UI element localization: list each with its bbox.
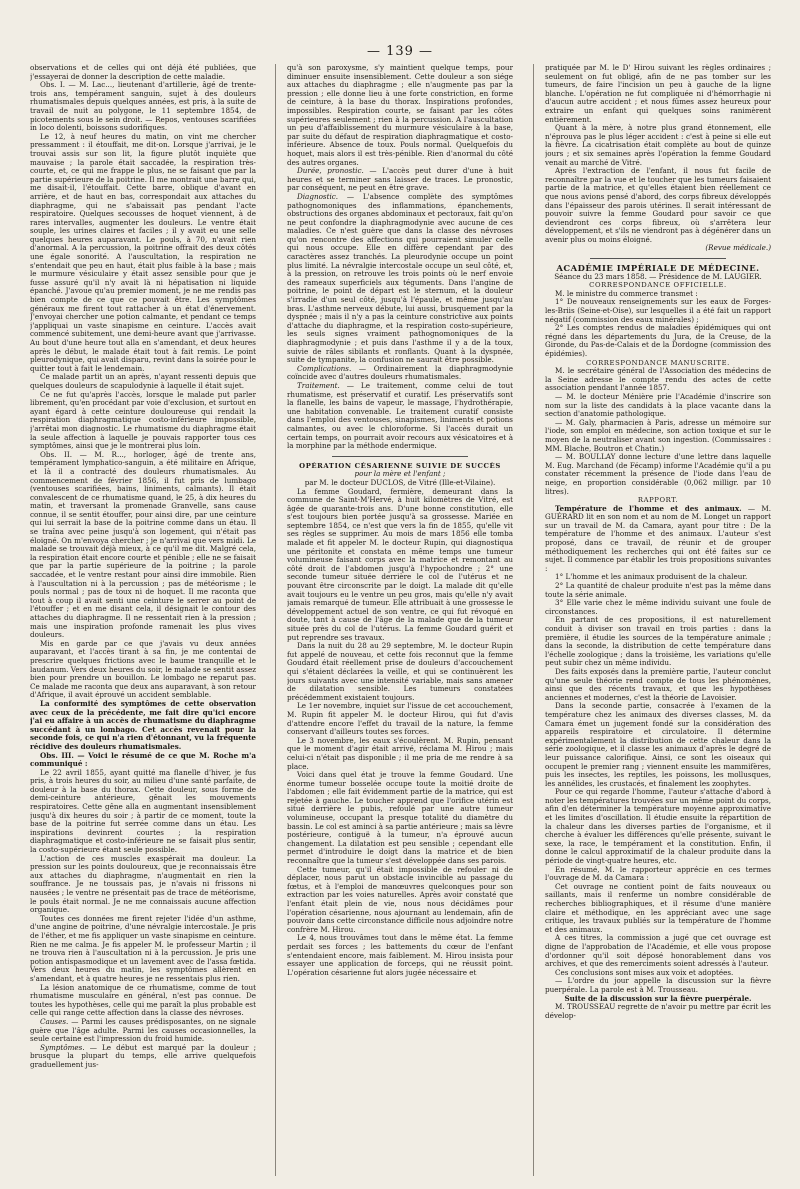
paragraph-heading: Complications. [297, 363, 352, 373]
paragraph: pratiquée par M. le D' Hirou suivant les règles ordinaires ; seulement on fut obligé, afin de ne pas tomber sur les tumeurs, de faire l'incision un peu à gauche de la ligne blanche. L'opération ne fut compliquée ni d'hémorrhagie ni d'aucun autre accident ; et nous fûmes assez heureux pour extraire un enfant qui quelques soins ranimèrent entièrement. [545, 64, 771, 124]
paragraph: Le 1er novembre, inquiet sur l'issue de cet accouchement, M. Rupin fit appeler M. le docteur Hirou, qui fut d'avis d'attendre encore l'effet du travail de la nature, la femme conservant d'ailleurs toutes ses forces. [287, 701, 513, 737]
paragraph: Dans la seconde partie, consacrée à l'examen de la température chez les animaux des diverses classes, M. da Camara émet un jugement fondé sur la considération des appareils respiratoire et circulatoire. Il détermine expérimentalement la distribution de cette chaleur dans la série zoologique, et il classe les animaux d'après le degré de leur puissance calorifique. Ainsi, ce sont les oiseaux qui occupent le premier rang ; viennent ensuite les mammifères, puis les insectes, les reptiles, les poissons, les mollusques, les annélides, les crustacés, et finalement les zoophytes. [545, 701, 771, 788]
paragraph: Mis en garde par ce que j'avais vu deux années auparavant, et l'accès tirant à sa fin, je me contentai de prescrire quelques frictions avec le baume tranquille et le laudanum. Vers deux heures du soir, le malade se sentit assez bien pour prendre un bouillon. Le lombago ne reparut pas. Ce malade me raconta que deux ans auparavant, à son retour d'Afrique, il avait éprouvé un accident semblable. [30, 638, 256, 700]
subsection-title: Suite de la discussion sur la fièvre puerpérale. [564, 993, 752, 1003]
section-title: ACADÉMIE IMPÉRIALE DE MÉDECINE. [556, 263, 760, 274]
paragraph-heading: Causes. [40, 1016, 69, 1026]
page-number: — 139 — [366, 44, 434, 59]
paragraph: Ce malade partit un an après, n'ayant ressenti depuis que quelques douleurs de scapulodynie à laquelle il était sujet. [30, 372, 256, 390]
paragraph [545, 505, 771, 574]
paragraph: — M. le docteur Ménière prie l'Académie d'inscrire son nom sur la liste des candidats à la place vacante dans la section d'anatomie pathologique. [545, 391, 771, 419]
paragraph: Obs. II. — M. R..., horloger, âgé de trente ans, tempérament lymphatico-sanguin, a été militaire en Afrique, et là il a contracté des douleurs rhumatismales. Au commencement de février 1856, il fut pris de lumbago (ventouses scarifiées, bains, liniments, calmants). Il était convalescent de ce rhumatisme quand, le 25, à dix heures du matin, et traversant la promenade Granvelle, sans cause connue, il se sentit étouffer, pour ainsi dire, par une ceinture qui lui serrait la base de la poitrine comme dans un étau. Il se traîna avec peine jusqu'à son logement, qui n'était pas éloigné. On m'envoya chercher ; je n'arrivai que vers midi. Le malade se trouvait déjà mieux, à ce qu'il me dit. Malgré cela, la respiration était encore courte et pénible ; elle ne se faisait que par la partie supérieure de la poitrine ; la parole saccadée, et le ventre restant pour ainsi dire immobile. Rien à l'auscultation ni à la percussion ; pas de météorisme ; le pouls normal ; pas de toux ni de hoquet. Il me raconta que tout à coup il avait senti une ceinture le serrer au point de l'étouffer ; et en me disant cela, il désignait le contour des attaches du diaphragme. Il ne ressentait rien à la pression ; mais une inspiration profonde ramenait les plus vives douleurs. [30, 449, 256, 640]
paragraph: Des faits exposés dans la première partie, l'auteur conclut qu'une seule théorie rend compte de tous les phénomènes, ainsi que des récents travaux, et que les hypothèses anciennes et modernes, c'est la théorie de Lavoisier. [545, 666, 771, 702]
paragraph [30, 1018, 256, 1044]
paragraph: M. le secrétaire général de l'Association des médecins de la Seine adresse le compte rendu des actes de cette association pendant l'année 1857. [545, 366, 771, 393]
subsection-title: CORRESPONDANCE MANUSCRITE. [586, 358, 730, 367]
column-divider [533, 64, 534, 1176]
article-title: OPÉRATION CÉSARIENNE SUIVIE DE SUCCÈS [299, 461, 501, 470]
article-subtitle: pour la mère et l'enfant ; [354, 469, 446, 479]
paragraph: A ces titres, la commission a jugé que cet ouvrage est digne de l'approbation de l'Académie, et elle vous propose d'ordonner qu'il soit déposé honorablement dans vos archives, et que des remerciments soient adressés à l'auteur. [545, 933, 771, 969]
paragraph: qu'à son paroxysme, s'y maintient quelque temps, pour diminuer ensuite insensiblement. Cette douleur a son siége aux attaches du diaphragme ; elle n'augmente pas par la pression ; elle donne lieu à une forte constriction, en forme de ceinture, à la base du thorax. Inspirations profondes, impossibles. Respiration courte, se faisant par les côtes supérieures seulement ; rien à la percussion. A l'auscultation un peu d'affaiblissement du murmure vésiculaire à la base, par suite du défaut de respiration diaphragmatique et costo-inférieure. Absence de toux. Pouls normal. Quelquefois du hoquet, mais alors il est très-pénible. Rien d'anormal du côté des autres organes. [287, 64, 513, 167]
paragraph: Le 4, nous trouvâmes tout dans le même état. La femme perdait ses forces ; les battements du cœur de l'enfant s'entendaient encore, mais faiblement. M. Hirou insista pour essayer une application de forceps, qui ne réussit point. L'opération césarienne fut alors jugée nécessaire et [287, 933, 513, 977]
paragraph: 2° La quantité de chaleur produite n'est pas la même dans toute la série animale. [545, 581, 771, 599]
paragraph: Pour ce qui regarde l'homme, l'auteur s'attache d'abord à noter les températures trouvées sur un même point du corps, afin d'en déterminer la température moyenne approximative et les limites d'oscillation. Il étudie ensuite la répartition de la chaleur dans les diverses parties de l'organisme, et il cherche à évaluer les différences qu'elle présente, suivant le sexe, la race, le tempérament et la constitution. Enfin, il donne le calcul approximatif de la chaleur produite dans la période de vingt-quatre heures, etc. [545, 787, 771, 866]
paragraph [287, 167, 513, 193]
paragraph-text: — Le traitement, comme celui de tout rhumatisme, est préservatif et curatif. Les préservatifs sont la flanelle, les bains de vapeur, le massage, l'hydrothérapie, une habitation convenable. Le traitement curatif consiste dans l'emploi des ventouses, sinapismes, liniments et potions calmantes, ou avec le chloroforme. Si l'accès durait un certain temps, on pourrait avoir recours aux vésicatoires et à la morphine par la méthode endermique. [287, 380, 513, 451]
section-separator [332, 456, 468, 457]
paragraph-text: — Parmi les causes prédisposantes, on ne signale guère que l'âge adulte. Parmi les causes occasionnelles, la seule certaine est l'impression du froid humide. [30, 1016, 256, 1044]
paragraph: 1° L'homme et les animaux produisent de la chaleur. [555, 572, 748, 582]
paragraph-text: — L'absence complète des symptômes pathognomoniques des inflammations, épanchements, obstructions des organes abdominaux et pectoraux, fait qu'on ne peut confondre la diaphragmodynie avec aucune de ces maladies. Ce n'est guère que dans la classe des névroses qu'on rencontre des affections qui pourraient simuler celle qui nous occupe. Elle en diffère cependant par des caractères assez tranchés. La pleurodynie occupe un point plus limité. La névralgie intercostale occupe un seul côté, et, à la pression, on retrouve les trois points où le nerf envoie des rameaux superficiels aux téguments. Dans l'angine de poitrine, le point de départ est le sternum, et la douleur s'irradie d'un seul côté, jusqu'à l'épaule, et même jusqu'au bras. L'asthme nerveux débute, lui aussi, brusquement par la dyspnée ; mais il n'y a pas la ceinture constrictive aux points d'attache du diaphragme, et la respiration costo-supérieure, les seuls signes vraiment pathognomoniques de la diaphragmodynie ; et puis dans l'asthme il y a de la toux, suivie de râles sibilants et ronflants. Quant à la dyspnée, suite de tympanite, la confusion ne saurait être possible. [287, 191, 513, 365]
paragraph: Cet ouvrage ne contient point de faits nouveaux ou saillants, mais il renferme un nombre considérable de recherches bibliographiques, et il résume d'une manière claire et méthodique, en les appréciant avec une sage critique, les travaux publiés sur la température de l'homme et des animaux. [545, 881, 771, 934]
paragraph-heading: Diagnostic. [297, 191, 339, 201]
paragraph-text: — Le début est marqué par la douleur ; brusque la plupart du temps, elle arrive quelquefois graduellement jus- [30, 1042, 256, 1069]
paragraph: La femme Goudard, fermière, demeurant dans la commune de Saint-M'Hervé, à huit kilomètres de Vitré, est âgée de quarante-trois ans. D'une bonne constitution, elle s'est toujours bien portée jusqu'à sa grossesse. Mariée en septembre 1854, ce n'est que vers la fin de 1855, qu'elle vit ses règles se supprimer. Au mois de mars 1856 elle tomba malade et fit appeler M. le docteur Rupin, qui diagnostiqua une péritonite et constata en même temps une tumeur volumineuse faisant corps avec la matrice et remontant au côté droit de l'abdomen jusqu'à l'hypochondre ; 2° une seconde tumeur située derrière le col de l'utérus et ne pouvant être circonscrite par le doigt. La malade dit qu'elle avait toujours eu le ventre un peu gros, mais qu'elle n'y avait jamais remarqué de tumeur. Elle attribuait à une grossesse le développement actuel de son ventre, ce qui fut révoqué en doute, tant à cause de l'âge de la malade que de la tumeur située près du col de l'utérus. La femme Goudard guérit et put reprendre ses travaux. [287, 486, 513, 642]
paragraph: 2° Les comptes rendus de maladies épidémiques qui ont régné dans les départements du Jura, de la Creuse, de la Gironde, du Pas-de-Calais et de la Dordogne (commission des épidémies). [545, 323, 771, 358]
session-line: Séance du 23 mars 1858. — Présidence de M. LAUGIER. [554, 271, 762, 281]
column-divider [275, 64, 276, 1176]
paragraph: Quant à la mère, à notre plus grand étonnement, elle n'éprouva pas le plus léger accident : c'est à peine si elle eut la fièvre. La cicatrisation était complète au bout de quinze jours ; et six semaines après l'opération la femme Goudard venait au marché de Vitré. [545, 123, 771, 167]
paragraph: Cette tumeur, qu'il était impossible de refouler ni de déplacer, nous parut un obstacle invincible au passage du fœtus, et à l'emploi de manœuvres quelconques pour son extraction par les voies naturelles. Après avoir constaté que l'enfant était plein de vie, nous nous décidâmes pour l'opération césarienne, nous ajournant au lendemain, afin de pouvoir dans cette circonstance difficile nous adjoindre notre confrère M. Hirou. [287, 864, 513, 934]
paragraph: Après l'extraction de l'enfant, il nous fut facile de reconnaître par la vue et le toucher que les tumeurs faisaient partie de la matrice, et qu'elles étaient bien réellement ce que nous avions pensé d'abord, des corps fibreux développés dans l'épaisseur des parois utérines. Il serait intéressant de pouvoir suivre la femme Goudard pour savoir ce que deviendront ces corps fibreux, où s'arrêtera leur développement, et s'ils ne viendront pas à dégénérer dans un avenir plus ou moins éloigné. [545, 166, 771, 244]
paragraph: Le 3 novembre, les eaux s'écoulèrent. M. Rupin, pensant que le moment d'agir était arrivé, réclama M. Hirou ; mais celui-ci n'était pas disponible ; il me pria de me rendre à sa place. [287, 735, 513, 771]
paragraph: La conformité des symptômes de cette observation avec ceux de la précédente, me fait dire qu'ici encore j'ai eu affaire à un accès de rhumatisme du diaphragme succédant à un lombago. Cet accès revenait pour la seconde fois, ce qui n'a rien d'étonnant, vu la fréquente récidive des douleurs rhumatismales. [30, 698, 256, 751]
paragraph-text: — M. GUÉRARD lit en son nom et au nom de M. Longet un rapport sur un travail de M. da Camara, ayant pour titre : De la température de l'homme et des animaux. L'auteur s'est proposé, dans ce travail, de réunir et de grouper méthodiquement les recherches qui ont été faites sur ce sujet. Il commence par établir les trois propositions suivantes : [545, 503, 771, 573]
paragraph: Obs. I. — M. Lac..., lieutenant d'artillerie, âgé de trente-trois ans, tempérament sanguin, sujet à des douleurs rhumatismales depuis quelques années, est pris, à la suite de travail de nuit au polygone, le 11 septembre 1854, de picotements sous le sein droit. — Repos, ventouses scarifiées in loco dolenti, boissons sudorifiques. [30, 80, 256, 133]
paragraph: Toutes ces données me firent rejeter l'idée d'un asthme, d'une angine de poitrine, d'une névralgie intercostale. Je pris de l'éther, et me fis appliquer un vaste sinapisme en ceinture. Rien ne me calma. Je fis appeler M. le professeur Martin ; il ne trouva rien à l'auscultation ni à la percussion. Je pris une potion antispasmodique et un lavement avec de l'assa fœtida. Vers deux heures du matin, les symptômes allèrent en s'amendant, et à quatre heures je ne ressentais plus rien. [30, 913, 256, 983]
paragraph: Ce ne fut qu'après l'accès, lorsque le malade put parler librement, qu'en procédant par voie d'exclusion, et surtout en ayant égard à cette ceinture douloureuse qui rendait la respiration diaphragmatique costo-inférieure impossible, j'arrêtai mon diagnostic. Le rhumatisme du diaphragme était la seule affection à laquelle je pouvais rapporter tous ces symptômes, ainsi que je le montrerai plus loin. [30, 389, 256, 451]
paragraph [287, 382, 513, 451]
paragraph: Le 12, à neuf heures du matin, on vint me chercher pressamment : il étouffait, me dit-on. Lorsque j'arrivai, je le trouvai assis sur son lit, la figure plutôt inquiète que mauvaise ; la parole était saccadée, la respiration très-courte, et, ce qui me frappe le plus, ne se faisant que par la partie supérieure de la poitrine. Il me montrait une barre qui, me disait-il, l'étouffait. Cette barre, oblique d'avant en arrière, et de haut en bas, correspondait aux attaches du diaphragme, qui ne s'abaissait pas pendant l'acte respiratoire. Quelques secousses de hoquet viennent, à de rares intervalles, augmenter les douleurs. Le ventre était souple, les urines claires et faciles ; il y avait eu une selle quelques heures auparavant. Le pouls, à 70, n'avait rien d'anormal. A la percussion, la poitrine offrait des deux côtés une égale sonorité. A l'auscultation, la respiration ne s'entendait que peu en haut, était plus faible à la base ; mais le murmure vésiculaire y était assez sensible pour que je fusse assuré qu'il n'y avait là ni hépatisation ni liquide épanché. J'avoue qu'au premier moment, je ne me rendis pas bien compte de ce que ce pouvait être. Les symptômes généraux me firent tout rattacher à un état d'énervement. J'envoyai chercher une potion calmante, et pendant ce temps j'appliquai un vaste sinapisme en ceinture. L'accès avait commencé subitement, une demi-heure avant que j'arrivasse. Au bout d'une heure tout alla en s'amendant, et deux heures après le début, le malade était tout à fait remis. Le point pleurodynique, qui avait disparu, revint dans la soirée pour le quitter tout à fait le lendemain. [30, 131, 256, 373]
paragraph: Voici dans quel état je trouve la femme Goudard. Une énorme tumeur bosselée occupe toute la moitié droite de l'abdomen ; elle fait évidemment partie de la matrice, qui est rejetée à gauche. Le toucher apprend que l'orifice utérin est situé derrière le pubis, refoulé par une autre tumeur volumineuse, occupant la presque totalité du diamètre du bassin. Le col est aminci à sa partie antérieure ; mais sa lèvre postérieure, contiguë à la tumeur, n'a éprouvé aucun changement. La dilatation est peu sensible ; cependant elle permet d'introduire le doigt dans la matrice et de bien reconnaître que la tumeur s'est développée dans ses parois. [287, 770, 513, 866]
column-middle [287, 64, 513, 1176]
paragraph-heading: Température de l'homme et des animaux. [555, 503, 742, 513]
paragraph-text: — L'accès peut durer d'une à huit heures et se terminer sans laisser de traces. Le pronostic, par conséquent, ne peut en être grave. [287, 166, 513, 193]
paragraph: Obs. III. — Voici le résumé de ce que M. Roche m'a communiqué : [30, 750, 256, 769]
subsection-title: RAPPORT. [637, 496, 679, 505]
paragraph-heading: Symptômes. [40, 1042, 85, 1052]
paragraph-text: — Ordinairement la diaphragmodynie coïncide avec d'autres douleurs rhumatismales. [287, 363, 513, 382]
column-left [30, 64, 256, 1176]
section-separator [590, 258, 726, 259]
paragraph: Ces conclusions sont mises aux voix et adoptées. [555, 967, 734, 977]
subsection-title: CORRESPONDANCE OFFICIELLE. [589, 281, 727, 290]
paragraph: observations et de celles qui ont déjà été publiées, que j'essayerai de donner la description de cette maladie. [30, 64, 256, 81]
column-right [545, 64, 771, 1176]
paragraph: Dans la nuit du 28 au 29 septembre, M. le docteur Rupin fut appelé de nouveau, et cette fois reconnut que la femme Goudard était réellement prise de douleurs d'accouchement qui s'étaient déclarées la veille, et qui se continuèrent les jours suivants avec une intensité variable, mais sans amener de dilatation sensible. Les tumeurs constatées précédemment existaient toujours. [287, 641, 513, 702]
paragraph: — L'ordre du jour appelle la discussion sur la fièvre puerpérale. La parole est à M. Trousseau. [545, 976, 771, 994]
source-citation: (Revue médicale.) [705, 243, 771, 253]
paragraph-heading: Durée, pronostic. [297, 166, 364, 176]
paragraph [287, 193, 513, 365]
paragraph [30, 1044, 256, 1070]
paragraph: 1° De nouveaux renseignements sur les eaux de Forges-les-Briis (Seine-et-Oise), sur lesquelles il a été fait un rapport négatif (commission des eaux minérales) ; [545, 297, 771, 324]
paragraph: — M. BOULLAY donne lecture d'une lettre dans laquelle M. Eug. Marchand (de Fécamp) informe l'Académie qu'il a pu constater récemment la présence de l'iode dans l'eau de neige, en proportion considérable (0,062 milligr. par 10 litres). [545, 452, 771, 496]
paragraph: 3° Elle varie chez le même individu suivant une foule de circonstances. [545, 598, 771, 616]
paragraph-heading: Traitement. [297, 380, 340, 390]
paragraph: En partant de ces propositions, il est naturellement conduit à diviser son travail en trois parties : dans la première, il étudie les sources de la température animale ; dans la seconde, la distribution de cette température dans l'échelle zoologique ; dans la troisième, les variations qu'elle peut subir chez un même individu. [545, 615, 771, 668]
article-author: par M. le docteur DUCLOS, de Vitré (Ille-et-Vilaine). [304, 477, 496, 487]
paragraph: M. le ministre du commerce transmet : [555, 288, 698, 298]
paragraph: L'action de ces muscles exaspérait ma douleur. La pression sur les points douloureux, que je reconnaissais être aux attaches du diaphragme, n'augmentait en rien la souffrance. Je ne toussais pas, je n'avais ni frissons ni nausées ; le ventre ne présentait pas de trace de météorisme, le pouls était normal. Je ne me connaissais aucune affection organique. [30, 853, 256, 915]
paragraph: Le 22 avril 1855, ayant quitté ma flanelle d'hiver, je fus pris, à trois heures du soir, au milieu d'une santé parfaite, de douleur à la base du thorax. Cette douleur, sous forme de demi-ceinture antérieure, gênait les mouvements respiratoires. Cette gêne alla en augmentant insensiblement jusqu'à dix heures du soir ; à partir de ce moment, toute la base de la poitrine fut serrée comme dans un étau. Les inspirations devinrent courtes ; la respiration diaphragmatique et costo-inférieure ne se faisait plus sentir, la costo-supérieure étant seule possible. [30, 767, 256, 855]
paragraph [287, 365, 513, 382]
paragraph: — M. Galy, pharmacien à Paris, adresse un mémoire sur l'iode, son emploi en médecine, son action toxique et sur le moyen de la neutraliser avant son ingestion. (Commissaires : MM. Blache, Boutron et Chatin.) [545, 417, 771, 453]
paragraph: En résumé, M. le rapporteur apprécie en ces termes l'ouvrage de M. da Camara : [545, 864, 771, 883]
paragraph: M. TROUSSEAU regrette de n'avoir pu mettre par écrit les dévelop- [545, 1002, 771, 1020]
paragraph: La lésion anatomique de ce rhumatisme, comme de tout rhumatisme musculaire en général, n'est pas connue. De toutes les hypothèses, celle qui me paraît la plus probable est celle qui range cette affection dans la classe des névroses. [30, 982, 256, 1018]
